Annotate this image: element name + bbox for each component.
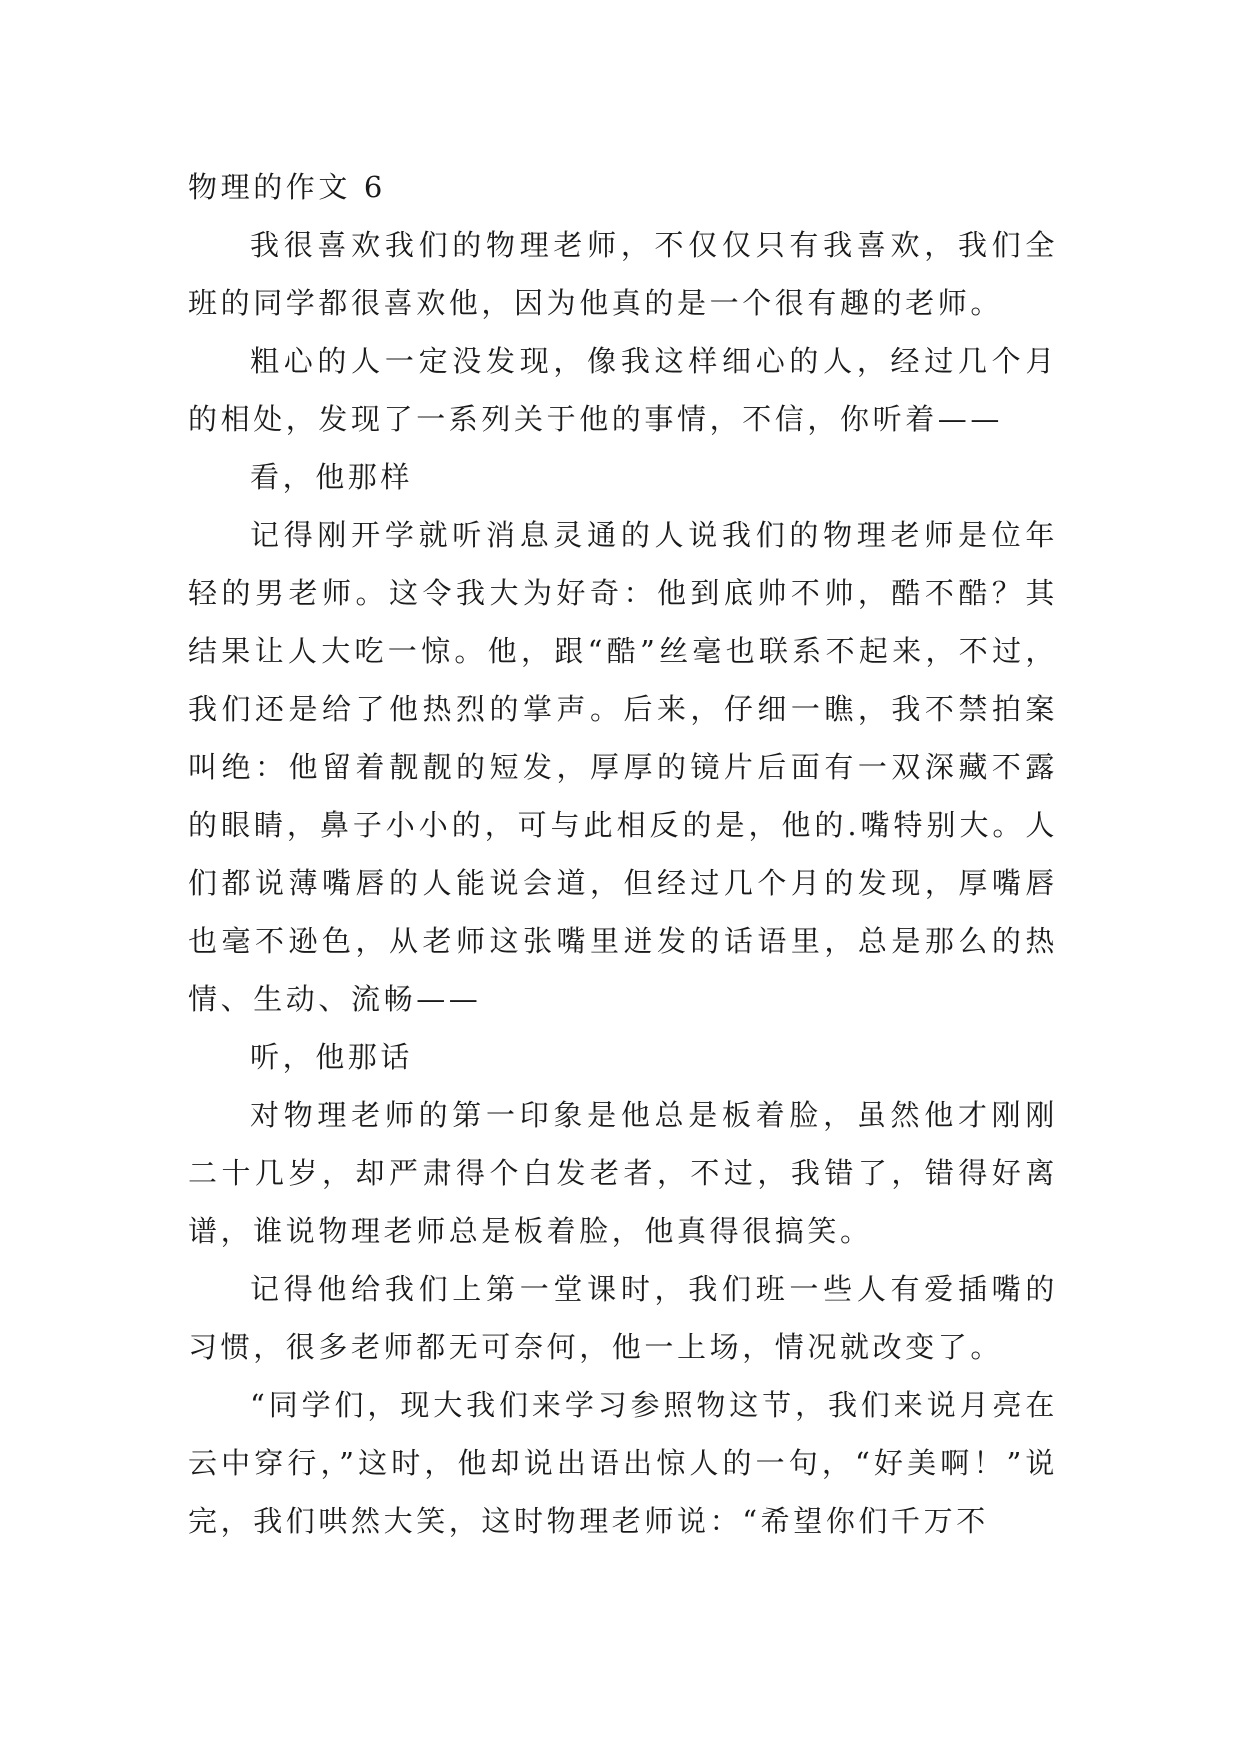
section-heading: 看，他那样 [250, 460, 414, 494]
paragraph: 记得刚开学就听消息灵通的人说我们的物理老师是位年轻的男老师。这令我大为好奇：他到底帅不帅，酷不酷？其结果让人大吃一惊。他，跟“酷”丝毫也联系不起来，不过，我们还是给了他热烈的掌声。后来，仔细一瞧，我不禁拍案叫绝：他留着靓靓的短发，厚厚的镜片后面有一双深藏不露的眼睛，鼻子小小的，可与此相反的是，他的.嘴特别大。人们都说薄嘴唇的人能说会道，但经过几个月的发现，厚嘴唇也毫不逊色，从老师这张嘴里迸发的话语里，总是那么的热情、生动、流畅—— [188, 518, 1058, 1016]
document-title: 物理的作文 6 [188, 170, 386, 204]
paragraph: “同学们，现大我们来学习参照物这节，我们来说月亮在云中穿行，”这时，他却说出语出惊人的一句，“好美啊！”说完，我们哄然大笑，这时物理老师说：“希望你们千万不 [188, 1388, 1058, 1538]
document-body [188, 158, 1058, 1550]
paragraph: 对物理老师的第一印象是他总是板着脸，虽然他才刚刚二十几岁，却严肃得个白发老者，不过，我错了，错得好离谱，谁说物理老师总是板着脸，他真得很搞笑。 [188, 1098, 1058, 1248]
paragraph: 我很喜欢我们的物理老师，不仅仅只有我喜欢，我们全班的同学都很喜欢他，因为他真的是一个很有趣的老师。 [188, 228, 1058, 320]
paragraph: 粗心的人一定没发现，像我这样细心的人，经过几个月的相处，发现了一系列关于他的事情，不信，你听着—— [188, 344, 1058, 436]
paragraph: 记得他给我们上第一堂课时，我们班一些人有爱插嘴的习惯，很多老师都无可奈何，他一上场，情况就改变了。 [188, 1272, 1058, 1364]
section-heading: 听，他那话 [250, 1040, 414, 1074]
